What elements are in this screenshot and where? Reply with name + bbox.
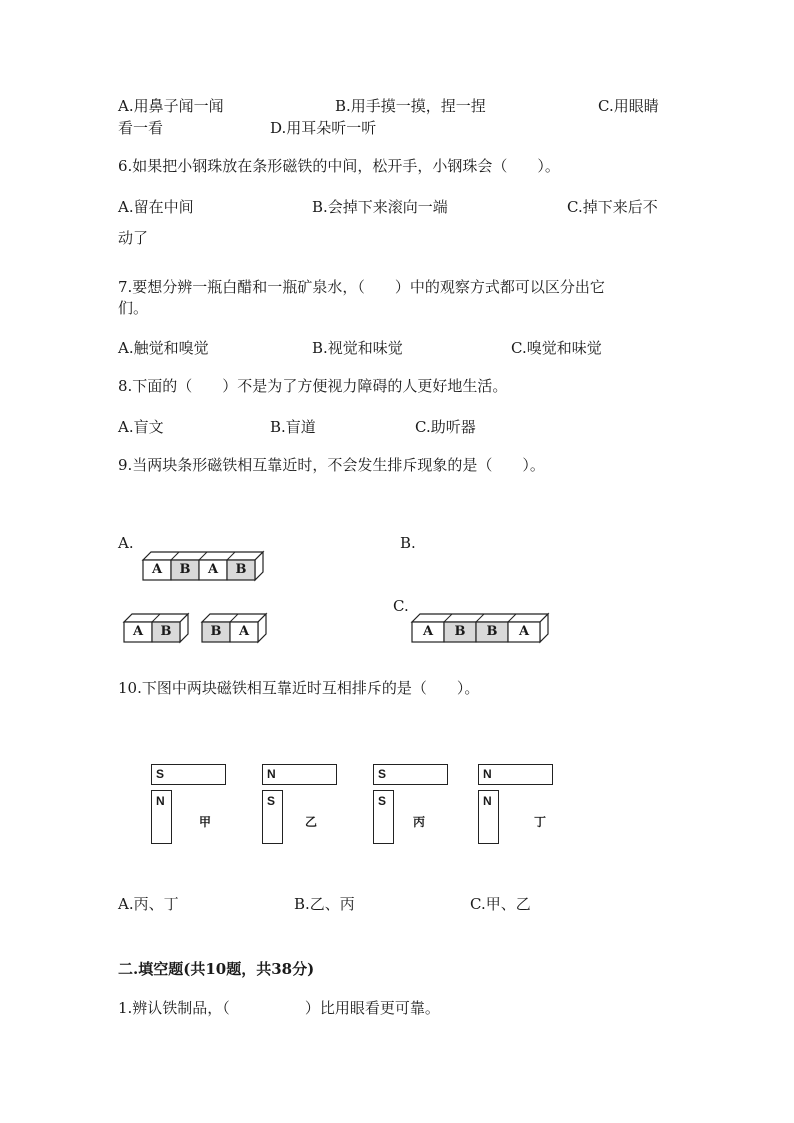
q9-top-letter-4: B (235, 562, 247, 577)
fig-ding-bottom-pole: N (483, 794, 492, 808)
fig-ding-label: 丁 (534, 815, 547, 829)
q8-option-c: C.助听器 (415, 418, 476, 436)
q5-option-a: A.用鼻子闻一闻 (118, 97, 224, 115)
q6-stem: 6.如果把小钢珠放在条形磁铁的中间，松开手，小钢珠会（ ）。 (118, 157, 560, 175)
q9-label-a: A. (118, 534, 134, 552)
q8-option-a: A.盲文 (118, 418, 164, 436)
fig-jia-label: 甲 (199, 815, 212, 829)
q7-option-b: B.视觉和味觉 (312, 339, 403, 357)
q5-option-b: B.用手摸一摸，捏一捏 (335, 97, 486, 115)
section2-q1: 1.辨认铁制品，（ ）比用眼看更可靠。 (118, 999, 440, 1017)
q10-stem: 10.下图中两块磁铁相互靠近时互相排斥的是（ ）。 (118, 679, 480, 697)
q9-left2-letter-2: A (238, 624, 250, 639)
section2-heading: 二.填空题(共10题，共38分) (118, 960, 315, 978)
q10-option-a: A.丙、丁 (118, 895, 179, 913)
fig-yi-top-pole: N (267, 767, 276, 781)
q7-stem-cont: 们。 (118, 299, 149, 317)
q5-option-d: D.用耳朵听一听 (270, 119, 377, 137)
q5-option-c: C.用眼睛 (598, 97, 659, 115)
q9-top-letter-3: A (207, 562, 219, 577)
q9-left1-letter-1: A (132, 624, 144, 639)
fig-bing-label: 丙 (413, 815, 426, 829)
q9-right-letter-3: B (486, 624, 498, 639)
q6-option-a: A.留在中间 (118, 198, 194, 216)
fig-bing-top-pole: S (378, 767, 387, 781)
q7-stem: 7.要想分辨一瓶白醋和一瓶矿泉水，（ ）中的观察方式都可以区分出它 (118, 278, 605, 296)
q10-option-c: C.甲、乙 (470, 895, 531, 913)
fig-yi-label: 乙 (305, 815, 318, 829)
fig-jia-top-pole: S (156, 767, 165, 781)
q7-option-a: A.触觉和嗅觉 (118, 339, 209, 357)
q5-option-c-cont: 看一看 (118, 119, 164, 137)
fig-yi-bottom-pole: S (267, 794, 276, 808)
fig-jia-bottom-pole: N (156, 794, 165, 808)
q9-left2-letter-1: B (210, 624, 222, 639)
q8-option-b: B.盲道 (270, 418, 316, 436)
fig-bing-bottom-pole: S (378, 794, 387, 808)
q9-top-letter-2: B (179, 562, 191, 577)
q9-right-letter-1: A (422, 624, 434, 639)
q9-stem: 9.当两块条形磁铁相互靠近时，不会发生排斥现象的是（ ）。 (118, 456, 545, 474)
q9-right-letter-2: B (454, 624, 466, 639)
q8-stem: 8.下面的（ ）不是为了方便视力障碍的人更好地生活。 (118, 377, 508, 395)
q10-option-b: B.乙、丙 (294, 895, 355, 913)
q9-label-b: B. (400, 534, 416, 552)
q6-option-c-cont: 动了 (118, 229, 149, 247)
q9-top-letter-1: A (151, 562, 163, 577)
q9-right-letter-4: A (518, 624, 530, 639)
fig-ding-top-pole: N (483, 767, 492, 781)
q7-option-c: C.嗅觉和味觉 (511, 339, 602, 357)
q9-label-c: C. (393, 597, 409, 615)
q6-option-c: C.掉下来后不 (567, 198, 658, 216)
q6-option-b: B.会掉下来滚向一端 (312, 198, 448, 216)
q9-left1-letter-2: B (160, 624, 172, 639)
